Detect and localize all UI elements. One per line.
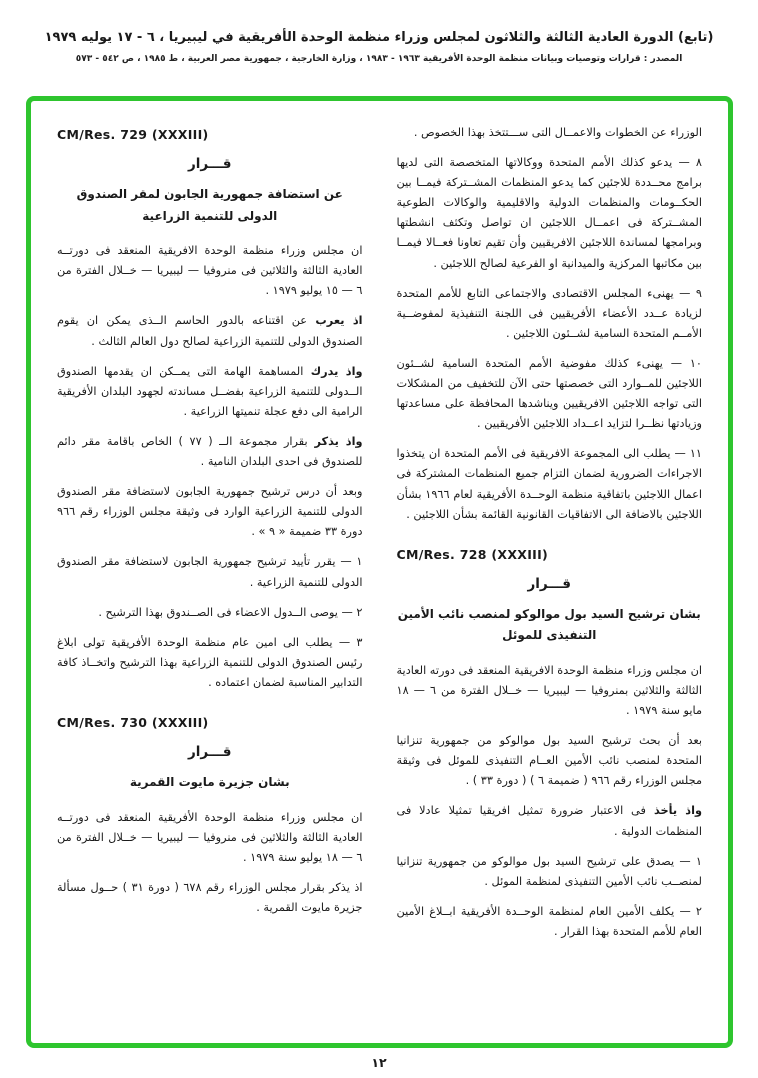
paragraph: ٢ — يكلف الأمين العام لمنظمة الوحــدة الأفريقية ابــلاغ الأمين العام للأمم المتحدة بهذا القرار . <box>396 904 702 938</box>
paragraph: اذ يذكر بقرار مجلس الوزراء رقم ٦٧٨ ( دورة ٣١ ) حــول مسألة جزيرة مايوت القمرية . <box>57 880 363 914</box>
paragraph: واذ يأخذ فى الاعتبار ضرورة تمثيل افريقيا تمثيلا عادلا فى المنظمات الدولية . <box>396 804 702 838</box>
paragraph: ان مجلس وزراء منظمة الوحدة الأفريقية المنعقد فى دورتــه العادية الثالثة والثلاثين فى منروفيا — ليبيريا — خــلال الفترة من ٦ — ١٨ يوليو سنة ١٩٧٩ . <box>57 810 363 864</box>
paragraph: ان مجلس وزراء منظمة الوحدة الافريقية المنعقد فى دورته العادية الثالثة والثلاثين بمنروفيا — ليبيريا — خــلال الفترة من ٦ — ١٨ مايو سنة ١٩٧٩ . <box>396 663 702 718</box>
page-number: ١٢ <box>371 1055 387 1070</box>
paragraph: ٢ — يوصى الــدول الاعضاء فى الصــندوق بهذا الترشيح . <box>98 605 363 619</box>
paragraph: ٣ — يطلب الى امين عام منظمة الوحدة الأفريقية تولى ابلاغ رئيس الصندوق الدولى للتنمية الزراعية بهذا الترشيح واتخــاذ كافة التدابير المناسبة لضمان اعتماده . <box>57 635 363 689</box>
paragraph: وبعد أن درس ترشيح جمهورية الجابون لاستضافة مقر الصندوق الدولى للتنمية الزراعية الوارد فى وثيقة مجلس الوزراء رقم ٩٦٦ دورة ٣٣ ضميمة « ٩ » . <box>57 485 363 539</box>
paragraph: الوزراء عن الخطوات والاعمــال التى ســـتتخذ بهذا الخصوص . <box>413 126 702 139</box>
column-right <box>397 123 703 1025</box>
paragraph: اذ يعرب عن اقتناعه بالدور الحاسم الــذى يمكن ان يقوم الصندوق الدولى للتنمية الزراعية لصالح دول العالم الثالث . <box>57 314 363 348</box>
resolution-number: CM/Res. 730 (XXXIII) <box>57 714 209 730</box>
resolution-subtitle: بشان جزيرة مايوت القمرية <box>129 774 290 789</box>
resolution-title: قـــرار <box>527 575 571 592</box>
content-frame <box>26 96 733 1048</box>
resolution-number: CM/Res. 728 (XXXIII) <box>396 546 549 562</box>
document-header: (تابع) الدورة العادية الثالثة والثلاثون لمجلس وزراء منظمة الوحدة الأفريقية في ليبيريا ، ٦ - ١٧ يوليه ١٩٧٩ <box>44 30 714 45</box>
paragraph: واذ يدرك المساهمة الهامة التى يمــكن ان يقدمها الصندوق الــدولى للتنمية الزراعية بفضــل مساندته لجهود البلدان الأفريقية الرامية الى دفع عجلة تنميتها الزراعية . <box>57 364 363 418</box>
paragraph: بعد أن بحث ترشيح السيد بول موالوكو من جمهورية تنزانيا المتحدة لمنصب نائب الأمين العــام التنفيذى للموئل فى وثيقة مجلس الوزراء رقم ٩٦٦ ( ضميمة ٦ ) ( دورة ٣٣ ) . <box>396 734 702 788</box>
source-line: المصدر : قرارات وتوصيات وبيانات منظمة الوحدة الأفريقية ١٩٦٣ - ١٩٨٣ ، وزارة الخارجية ، جمهورية مصر العربية ، ط ١٩٨٥ ، ص ٥٤٢ - ٥٧٣ <box>75 54 683 64</box>
paragraph: ١٠ — يهنىء كذلك مفوضية الأمم المتحدة السامية لشــئون اللاجئين للمــوارد التى خصصتها حتى الآن للتخفيف من المشكلات التى تواجه اللاجئين الافريقيين ويناشدها المحافظة على مساعدتها وزيادتها نظــرا لتزايد اعــداد اللاجئين الأفريقيين . <box>396 356 702 431</box>
paragraph: ان مجلس وزراء منظمة الوحدة الافريقية المنعقد فى دورتــه العادية الثالثة والثلاثين فى منروفيا — ليبيريا — خــلال الفترة من ٦ — ١٥ يوليو ١٩٧٩ . <box>57 244 363 298</box>
resolution-subtitle: عن استضافة جمهورية الجابون لمقر الصندوق الدولى للتنمية الزراعية <box>76 187 343 223</box>
column-left <box>57 123 363 1025</box>
paragraph: ٩ — يهنىء المجلس الاقتصادى والاجتماعى التابع للأمم المتحدة لزيادة عــدد الأعضاء الأفريقيين فى اللجنة التنفيذية لمفوضــية الأمــم المتحدة السامية لشــئون اللاجئين . <box>396 286 702 340</box>
paragraph: ١١ — يطلب الى المجموعة الافريقية فى الأمم المتحدة ان يتخذوا الاجراءات الضرورية لضمان التزام جميع المنظمات المشتركة فى اعمال اللاجئين باتفاقية منظمة الوحــدة الأفريقية لعام ١٩٦٦ بشأن اللاجئين بالاضافة الى الاتفاقيات القانونية القائمة بشأن اللاجئين . <box>396 447 702 521</box>
two-column-layout <box>57 123 702 1025</box>
paragraph: ٨ — يدعو كذلك الأمم المتحدة ووكالاتها المتخصصة التى لديها برامج محــددة للاجئين كما يدعو المنظمات المشــتركة فيمــا بين الحكــومات والمنظمات الدولية والاقليمية والوكالات الطوعية المشــتركة فى اعمــال اللاجئين ان تواصل وتكثف انشطتها وبرامجها لمساندة اللاجئين الافريقيين وأن تقيم تعاونا فعــالا فيمــا بين مكاتبها المركزية والميدانية او الفرعية لصالح اللاجئين . <box>396 156 702 270</box>
paragraph: ١ — يصدق على ترشيح السيد بول موالوكو من جمهورية تنزانيا لمنصــب نائب الأمين التنفيذى لمنظمة الموئل . <box>396 854 702 888</box>
paragraph: واذ يذكر بقرار مجموعة الــ ( ٧٧ ) الخاص باقامة مقر دائم للصندوق فى احدى البلدان النامية . <box>57 434 363 469</box>
paragraph: ١ — يقرر تأييد ترشيح جمهورية الجابون لاستضافة مقر الصندوق الدولى للتنمية الزراعية . <box>57 555 363 589</box>
resolution-subtitle: بشان ترشيح السيد بول موالوكو لمنصب نائب الأمين التنفيذى للموئل <box>397 606 701 643</box>
resolution-title: قـــرار <box>188 156 232 172</box>
resolution-number: CM/Res. 729 (XXXIII) <box>57 127 209 142</box>
resolution-title: قـــرار <box>188 743 232 760</box>
